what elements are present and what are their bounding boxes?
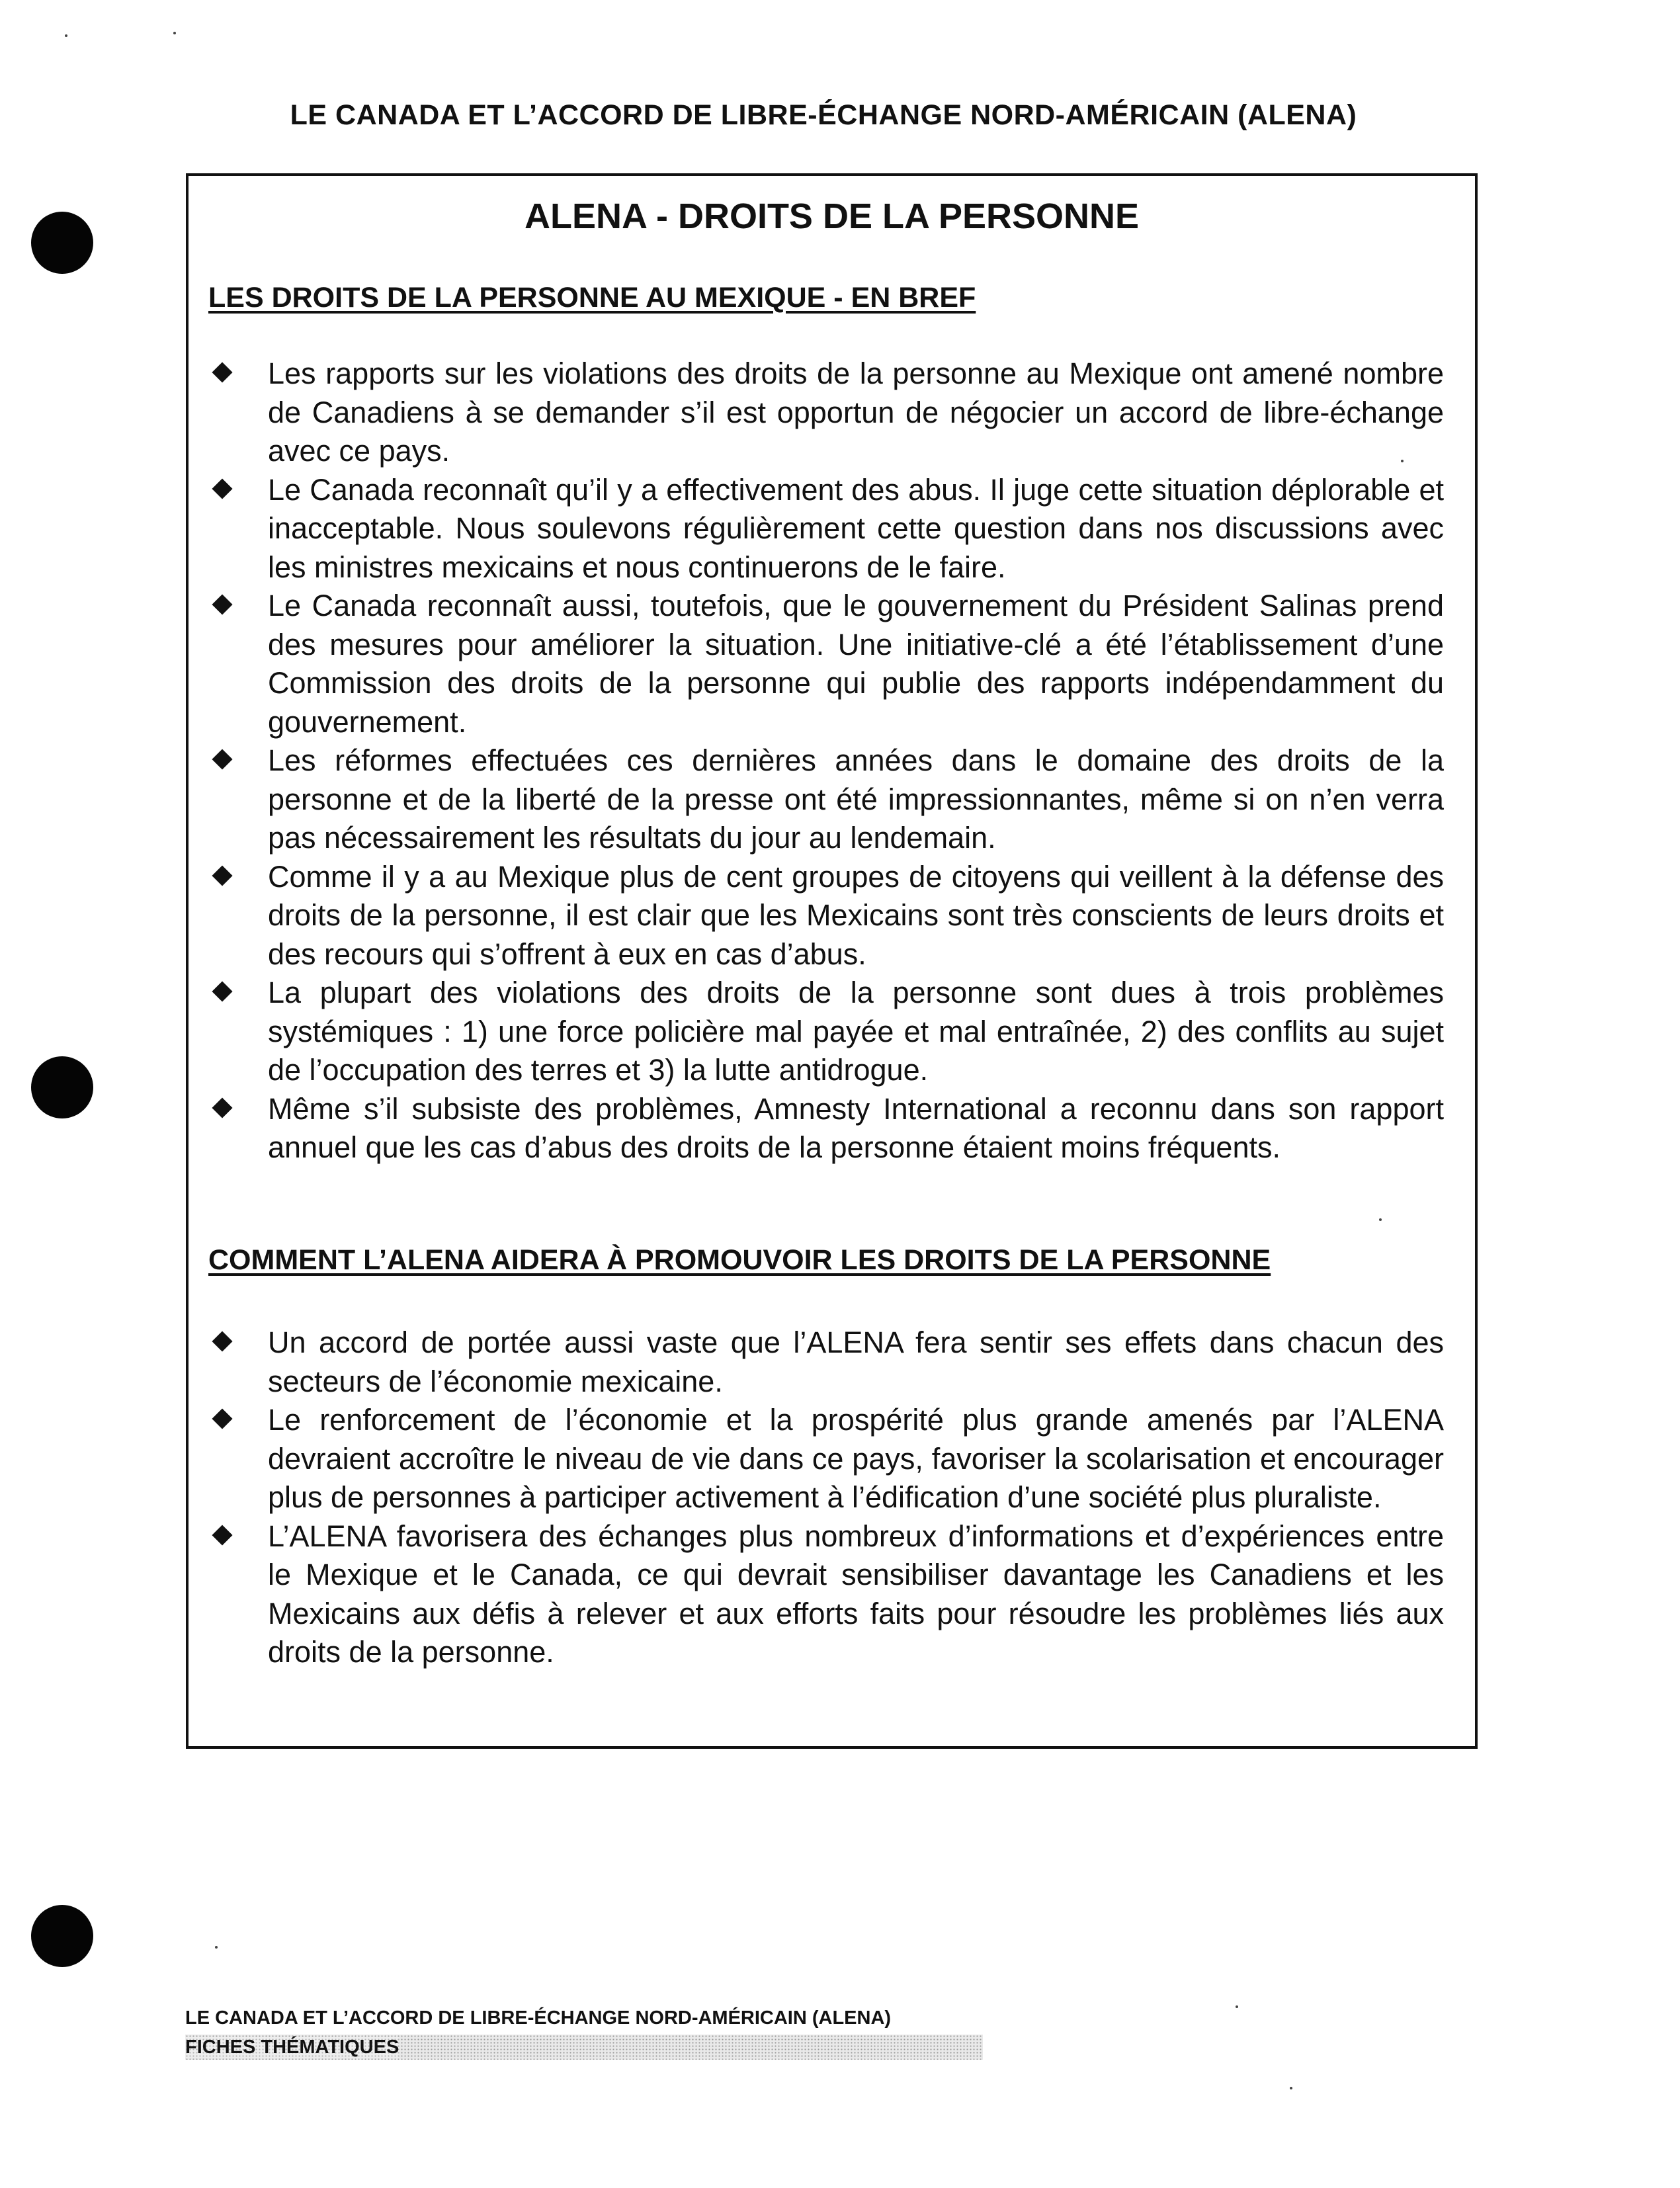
list-item	[212, 471, 1444, 587]
list-item	[212, 1401, 1444, 1517]
list-item-text: Le Canada reconnaît aussi, toutefois, que le gouvernement du Président Salinas prend des mesures pour améliorer la situation. Une initiative-clé a été l’établissement d’une Commission des droits de la personne qui publie des rapports indépendamment du gouvernement.	[268, 589, 1444, 739]
footer-title: LE CANADA ET L’ACCORD DE LIBRE-ÉCHANGE NORD-AMÉRICAIN (ALENA)	[185, 2007, 892, 2029]
list-item	[212, 1090, 1444, 1167]
scan-speck	[65, 34, 67, 37]
diamond-bullet-icon	[212, 478, 232, 499]
list-item	[212, 1517, 1444, 1672]
footer-series-label: FICHES THÉMATIQUES	[185, 2037, 399, 2058]
scan-speck	[1236, 2005, 1238, 2008]
diamond-bullet-icon	[212, 594, 232, 614]
list-item-text: L’ALENA favorisera des échanges plus nombreux d’informations et d’expériences entre le Mexique et le Canada, ce qui devrait sensibiliser davantage les Canadiens et les Mexicains aux défis à relever et aux efforts faits pour résoudre les problèmes liés aux droits de la personne.	[268, 1519, 1444, 1669]
binder-hole-middle	[31, 1056, 93, 1118]
section-heading-alena: COMMENT L’ALENA AIDERA À PROMOUVOIR LES DROITS DE LA PERSONNE	[208, 1244, 1271, 1276]
list-item-text: Un accord de portée aussi vaste que l’ALENA fera sentir ses effets dans chacun des secteurs de l’économie mexicaine.	[268, 1325, 1444, 1398]
diamond-bullet-icon	[212, 1331, 232, 1351]
list-item-text: La plupart des violations des droits de la personne sont dues à trois problèmes systémiques : 1) une force policière mal payée et mal entraînée, 2) des conflits au sujet de l’occupation des terres et 3) la lutte antidrogue.	[268, 976, 1444, 1087]
scan-speck	[1290, 2087, 1292, 2089]
scan-speck	[173, 32, 176, 34]
list-item	[212, 355, 1444, 471]
content-box	[186, 173, 1478, 1749]
list-item	[212, 587, 1444, 741]
diamond-bullet-icon	[212, 749, 232, 769]
bullet-list-alena	[212, 1324, 1444, 1672]
list-item-text: Les rapports sur les violations des droits de la personne au Mexique ont amené nombre de Canadiens à se demander s’il est opportun de négocier un accord de libre-échange avec ce pays.	[268, 357, 1444, 468]
diamond-bullet-icon	[212, 1097, 232, 1118]
page-header: LE CANADA ET L’ACCORD DE LIBRE-ÉCHANGE NORD-AMÉRICAIN (ALENA)	[290, 99, 1357, 131]
list-item-text: Le Canada reconnaît qu’il y a effectivement des abus. Il juge cette situation déplorable et inacceptable. Nous soulevons régulièrement cette question dans nos discussions avec les ministres mexicains et nous continuerons de le faire.	[268, 472, 1444, 584]
list-item	[212, 974, 1444, 1090]
diamond-bullet-icon	[212, 981, 232, 1001]
list-item	[212, 1324, 1444, 1401]
list-item	[212, 741, 1444, 858]
list-item-text: Le renforcement de l’économie et la prospérité plus grande amenés par l’ALENA devraient accroître le niveau de vie dans ce pays, favoriser la scolarisation et encourager plus de personnes à participer activement à l’édification d’une société plus pluraliste.	[268, 1403, 1444, 1514]
section-heading-mexique: LES DROITS DE LA PERSONNE AU MEXIQUE - EN BREF	[208, 282, 976, 314]
box-title: ALENA - DROITS DE LA PERSONNE	[524, 196, 1140, 236]
diamond-bullet-icon	[212, 362, 232, 382]
scan-speck	[215, 1946, 218, 1949]
diamond-bullet-icon	[212, 865, 232, 886]
diamond-bullet-icon	[212, 1525, 232, 1545]
list-item	[212, 858, 1444, 974]
list-item-text: Les réformes effectuées ces dernières années dans le domaine des droits de la personne et de la liberté de la presse ont été impressionnantes, même si on n’en verra pas nécessairement les résultats du jour au lendemain.	[268, 743, 1444, 855]
list-item-text: Même s’il subsiste des problèmes, Amnesty International a reconnu dans son rapport annuel que les cas d’abus des droits de la personne étaient moins fréquents.	[268, 1091, 1444, 1164]
bullet-list-mexique	[212, 355, 1444, 1167]
binder-hole-bottom	[31, 1905, 93, 1967]
diamond-bullet-icon	[212, 1408, 232, 1429]
list-item-text: Comme il y a au Mexique plus de cent groupes de citoyens qui veillent à la défense des droits de la personne, il est clair que les Mexicains sont très conscients de leurs droits et des recours qui s’offrent à eux en cas d’abus.	[268, 859, 1444, 971]
footer-series-bar	[185, 2035, 983, 2060]
binder-hole-top	[31, 212, 93, 274]
